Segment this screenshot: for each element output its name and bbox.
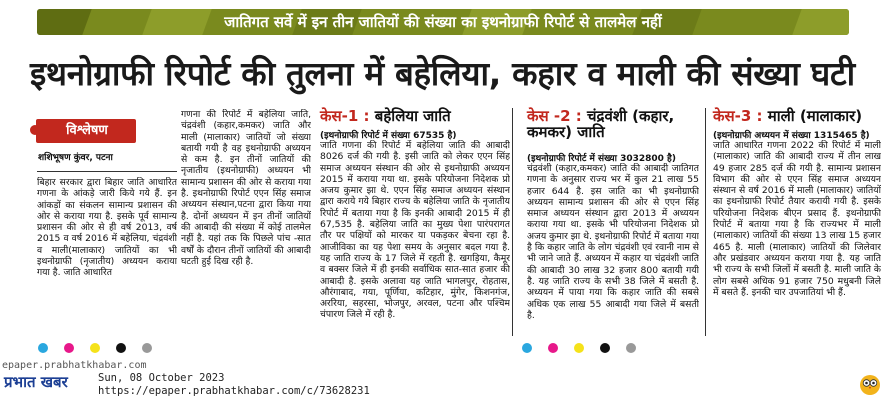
case2-name: चंद्रवंशी (कहार, कमकर) जाति xyxy=(527,107,675,141)
analysis-col2: गणना की रिपोर्ट में बहेलिया जाति, चंद्रवंशी (कहार,कमकर) जाति और माली (मालाकार) जातियों जो संख्या बतायी गयी है वह इथनोग्राफी अध्ययन से कम है. इन तीनों जातियों की नृजातीय (इथनोग्राफी) अध्ययन भी सामान्य प्रशासन की ओर से कराया गया है. इथनोग्राफी रिपोर्ट एएन सिंह समाज अध्ययन संस्थान,पटना द्वारा किया गया है. दोनों अध्ययन में इन तीनों जातियों की आबादी की संख्या में कोई तालमेल नहीं है. यहां तक कि पिछले पांच -सात वर्षों के दौरान तीनों जातियों की आबादी घटती हुई दिख रही है. xyxy=(181,109,311,267)
case1-title xyxy=(320,108,451,124)
footer-date: Sun, 08 October 2023 xyxy=(98,372,225,384)
byline: शशिभूषण कुंवर, पटना xyxy=(38,153,113,163)
case1-subtitle: (इथनोग्राफी रिपोर्ट में संख्या 67535 है) xyxy=(320,131,457,141)
analysis-tag: विश्लेषण xyxy=(66,123,108,138)
analysis-col1: बिहार सरकार द्वारा बिहार जाति आधारित गणना के आंकड़े जारी किये गये हैं. इन आंकड़ों का संकलन सामान्य प्रशासन की ओर से कराया गया है. इसके पूर्व सामान्य प्रशासन की ओर से ही वर्ष 2013, वर्ष 2015 व वर्ष 2016 में बहेलिया, चंद्रवंशी व माली(मालाकार) जातियों का भी इथनोग्राफी (नृजातीय) अध्ययन कराया गया है. जाति आधारित xyxy=(37,177,177,279)
case1-name: बहेलिया जाति xyxy=(374,107,451,125)
case2-number: केस -2 : xyxy=(527,107,582,125)
case3-subtitle: (इथनोग्राफी अध्ययन में संख्या 1315465 है) xyxy=(713,131,870,141)
headline: इथनोग्राफी रिपोर्ट की तुलना में बहेलिया, कहार व माली की संख्या घटी xyxy=(30,54,855,93)
banner-text: जातिगत सर्वे में इन तीन जातियों की संख्या का इथनोग्राफी रिपोर्ट से तालमेल नहीं xyxy=(224,13,662,31)
magenta-swatch xyxy=(548,343,558,353)
cyan-swatch xyxy=(522,343,532,353)
case3-name: माली (मालाकार) xyxy=(767,107,863,125)
case1-text: जाति गणना की रिपोर्ट में बहेलिया जाति की आबादी 8026 दर्ज की गयी है. इसी जाति को लेकर एएन सिंह समाज अध्ययन संस्थान की ओर से इथनोग्राफी अध्ययन 2015 में कराया गया था. इसके परियोजना निदेशक प्रो अजय कुमार झा थे. एएन सिंह समाज अध्ययन संस्थान द्वारा कराये गये बिहार राज्य के बहेलिया जाति के नृजातीय रिपोर्ट में बताया गया है कि इनकी आबादी 2015 में ही 67,535 है. बहेलिया जाति का मुख्य पेशा पारंपरागत तौर पर पक्षियों को मारकर या पकड़कर बेचना रहा है. आजीविका का यह पेशा समय के अनुसार बदल गया है. यह जाति राज्य के 17 जिले में रहती है. खगड़िया, कैमूर व बक्सर जिले में ही इनकी सर्वाधिक सात-सात हजार की आबादी है. इसके अलावा यह जाति भागलपुर, रोहतास, औरंगाबाद, गया, पूर्णिया, कटिहार, मुंगेर, किशनगंज, अररिया, सहरसा, भोजपुर, अरवल, पटना और पश्चिम चंपारण जिले में रही है. xyxy=(320,140,510,321)
black-swatch xyxy=(116,343,126,353)
topic-banner xyxy=(37,9,849,35)
prabhat-khabar-logo: प्रभात खबर xyxy=(4,373,68,391)
black-swatch xyxy=(600,343,610,353)
cyan-swatch xyxy=(38,343,48,353)
gray-swatch xyxy=(626,343,636,353)
owl-icon xyxy=(858,372,882,396)
yellow-swatch xyxy=(574,343,584,353)
yellow-swatch xyxy=(90,343,100,353)
case3-text: जाति आधारित गणना 2022 की रिपोर्ट में माली (मालाकार) जाति की आबादी राज्य में तीन लाख 49 हजार 285 दर्ज की गयी है. सामान्य प्रशासन विभाग की ओर से एएन सिंह समाज अध्ययन संस्थान से वर्ष 2016 में माली (मालाकार) जातियों का इथनोग्राफी रिपोर्ट तैयार करायी गयी है. इसके परियोजना निदेशक बीएन प्रसाद हैं. इथनोग्राफी रिपोर्ट में बताया गया है कि राज्यभर में माली (मालाकार) जातियों की संख्या 13 लाख 15 हजार 465 है. माली (मालाकार) जातियों की जिलेवार और प्रखंडवार अध्ययन कराया गया है. यह जाति भी राज्य के सभी जिलों में बसती है. माली जाति के लोग सबसे अधिक 91 हजार 750 मधुबनी जिले में बसते हैं. इनकी चार उपजातियां भी हैं. xyxy=(713,140,881,298)
case1-number: केस-1 : xyxy=(320,107,370,125)
registration-strip xyxy=(0,340,888,360)
column-divider xyxy=(705,108,706,336)
case2-subtitle: (इथनोग्राफी रिपोर्ट में संख्या 3032800 है) xyxy=(527,154,676,164)
divider xyxy=(37,171,177,172)
magenta-swatch xyxy=(64,343,74,353)
gray-swatch xyxy=(142,343,152,353)
case2-title xyxy=(527,108,702,140)
case3-number: केस-3 : xyxy=(713,107,763,125)
case3-title xyxy=(713,108,862,124)
epaper-url[interactable]: epaper.prabhatkhabar.com xyxy=(2,360,147,371)
column-divider xyxy=(512,108,513,336)
footer-url[interactable]: https://epaper.prabhatkhabar.com/c/73628231 xyxy=(98,385,370,397)
case2-text: चंद्रवंशी (कहार,कमकर) जाति की आबादी जातिगत गणना के अनुसार राज्य भर में कुल 21 लाख 55 हजार 644 है. इस जाति का भी इथनोग्राफी अध्ययन सामान्य प्रशासन की ओर से एएन सिंह समाज अध्ययन संस्थान द्वारा 2013 में अध्ययन कराया गया था. इसके भी परियोजना निदेशक प्रो अजय कुमार झा थे. इथनोग्राफी रिपोर्ट में बताया गया है कि कहार जाति के लोग चंद्रवंशी एवं रवानी नाम से भी जाने जाते हैं. अध्ययन में कहार या चंद्रवंशी जाति की आबादी 30 लाख 32 हजार 800 बतायी गयी है. यह जाति राज्य के सभी 38 जिले में बसती है. अध्ययन में पाया गया कि कहार जाति की सबसे अधिक एक लाख 55 आबादी गया जिले में बसती है. xyxy=(527,163,699,321)
